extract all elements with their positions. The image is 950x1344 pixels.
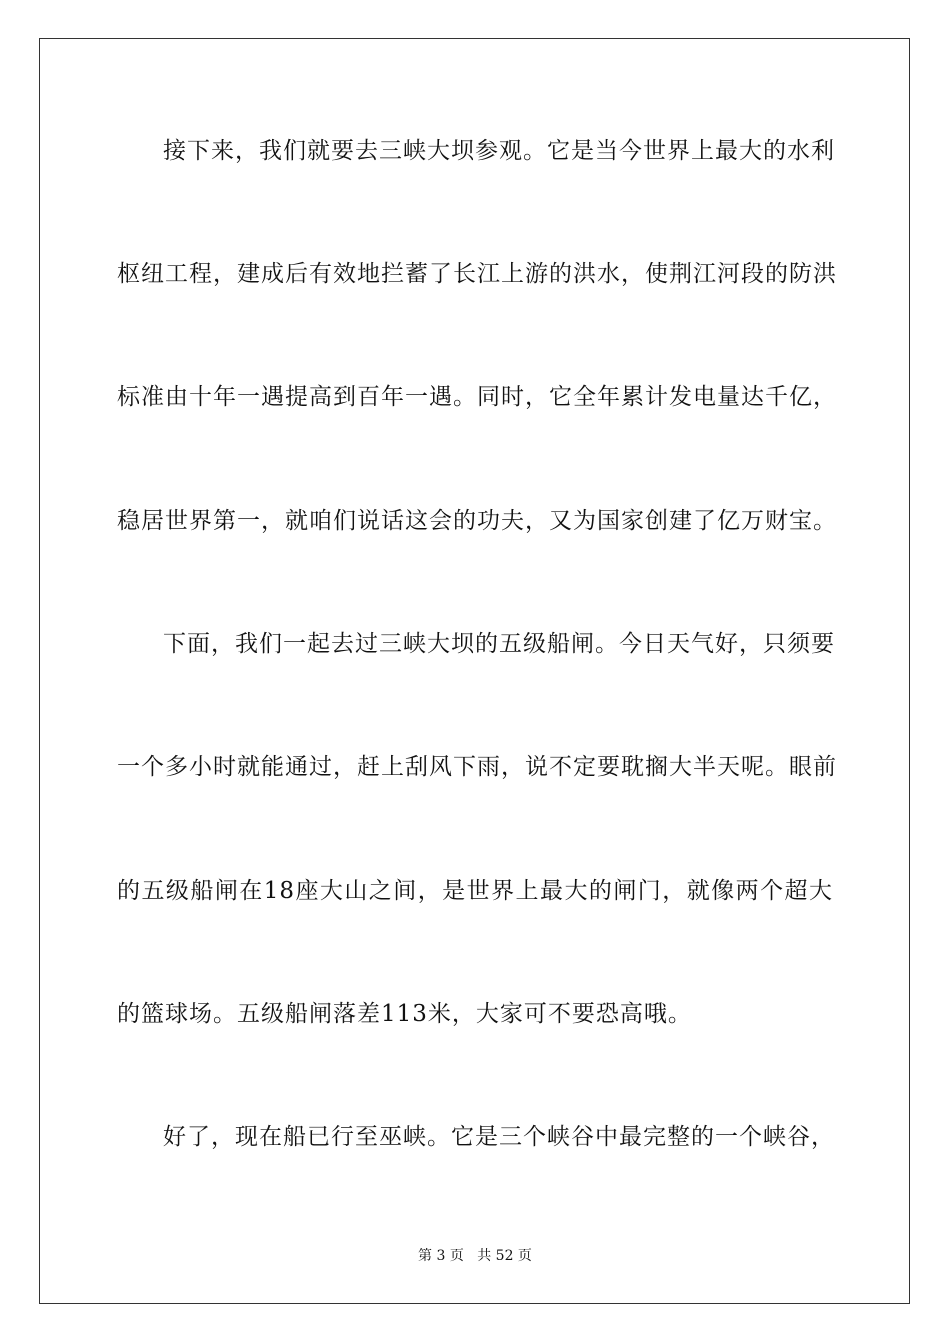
paragraph-2-line-3: 的五级船闸在18座大山之间，是世界上最大的闸门，就像两个超大	[117, 878, 833, 904]
paragraph-1-line-4: 稳居世界第一，就咱们说话这会的功夫，又为国家创建了亿万财宝。	[117, 508, 837, 534]
paragraph-1-line-3: 标准由十年一遇提高到百年一遇。同时，它全年累计发电量达千亿，	[117, 384, 837, 410]
page-number: 第 3 页	[418, 1248, 464, 1264]
paragraph-3-line-1: 好了，现在船已行至巫峡。它是三个峡谷中最完整的一个峡谷，	[163, 1124, 835, 1150]
page-border	[39, 38, 910, 1304]
page-footer	[0, 1246, 950, 1266]
paragraph-1-line-2: 枢纽工程，建成后有效地拦蓄了长江上游的洪水，使荆江河段的防洪	[117, 261, 837, 287]
page-total: 共 52 页	[477, 1248, 532, 1264]
paragraph-1-line-1: 接下来，我们就要去三峡大坝参观。它是当今世界上最大的水利	[163, 138, 835, 164]
paragraph-2-line-1: 下面，我们一起去过三峡大坝的五级船闸。今日天气好，只须要	[163, 631, 835, 657]
paragraph-2-line-4: 的篮球场。五级船闸落差113米，大家可不要恐高哦。	[117, 1001, 692, 1027]
paragraph-2-line-2: 一个多小时就能通过，赶上刮风下雨，说不定要耽搁大半天呢。眼前	[117, 754, 837, 780]
